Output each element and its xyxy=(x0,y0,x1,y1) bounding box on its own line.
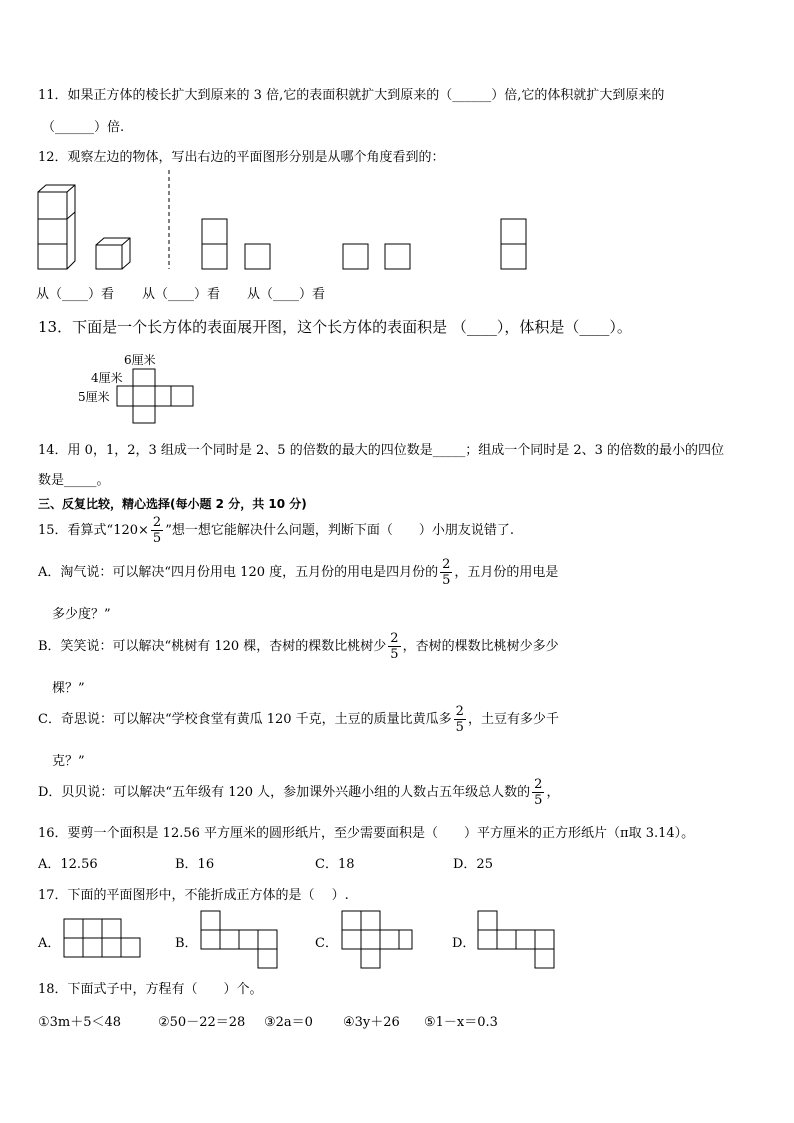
single-cube-figure xyxy=(96,238,130,269)
fraction-numerator: 2 xyxy=(390,631,399,646)
net-d xyxy=(478,911,554,968)
q15-d-fraction xyxy=(532,778,544,807)
net-a xyxy=(64,919,140,957)
q12-figures xyxy=(0,165,794,275)
q13-label-5cm: 5厘米 xyxy=(78,390,110,404)
q15-stem-text-b: ”想一想它能解决什么问题，判断下面（ ）小朋友说错了. xyxy=(165,523,514,538)
view3-shapes xyxy=(501,219,526,269)
fraction-denominator: 5 xyxy=(152,531,162,546)
q15-c-text-a: C．奇思说：可以解决“学校食堂有黄瓜 120 千克，土豆的质量比黄瓜多 xyxy=(38,712,452,727)
q15-a-text-b: ，五月份的用电是 xyxy=(454,565,559,580)
q18-item-3: ③2a＝0 xyxy=(264,1015,313,1030)
fraction-numerator: 2 xyxy=(455,704,464,719)
q17-label-b: B． xyxy=(175,936,198,951)
section3-title: 三、反复比较，精心选择(每小题 2 分，共 10 分) xyxy=(38,497,307,511)
q15-option-a xyxy=(38,558,558,587)
q16-stem: 16．要剪一个面积是 12.56 平方厘米的圆形纸片，至少需要面积是（ ）平方厘米的正方形纸片（π取 3.14）。 xyxy=(38,826,695,841)
q18-stem: 18．下面式子中，方程有（ ）个。 xyxy=(38,982,263,997)
net-c xyxy=(342,911,412,968)
q15-b-line2: 棵？” xyxy=(52,681,85,696)
q16-option-b: B．16 xyxy=(175,857,215,872)
q17-stem: 17．下面的平面图形中，不能折成正方体的是（ ）. xyxy=(38,888,349,903)
q16-option-d: D．25 xyxy=(453,857,493,872)
q15-b-text-b: ，杏树的棵数比桃树少多少 xyxy=(402,639,559,654)
q14-line1: 14．用 0，1，2，3 组成一个同时是 2、5 的倍数的最大的四位数是_____；组成一个同时是 2、3 的倍数的最小的四位 xyxy=(38,443,725,458)
q11-line2: （______）倍. xyxy=(42,120,125,135)
q11-line1: 11．如果正方体的棱长扩大到原来的 3 倍,它的表面积就扩大到原来的（______）倍,它的体积就扩大到原来的 xyxy=(38,88,665,103)
q15-c-fraction xyxy=(454,705,466,734)
q15-c-text-b: ，土豆有多少千 xyxy=(467,712,559,727)
q12-view2-label: 从（____）看 xyxy=(142,287,221,302)
q18-item-4: ④3y＋26 xyxy=(343,1015,400,1030)
q17-label-d: D． xyxy=(452,936,476,951)
q16-option-c: C．18 xyxy=(315,857,355,872)
q15-b-text-a: B．笑笑说：可以解决“桃树有 120 棵，杏树的棵数比桃树少 xyxy=(38,639,387,654)
q18-item-5: ⑤1－x＝0.3 xyxy=(424,1015,498,1030)
q13-label-4cm: 4厘米 xyxy=(91,371,123,385)
q15-d-text-b: ， xyxy=(546,785,560,800)
q14-line2: 数是_____。 xyxy=(38,473,110,488)
view2-shapes xyxy=(343,244,410,269)
q15-option-c xyxy=(38,705,559,734)
q15-fraction xyxy=(151,516,163,545)
q15-a-line2: 多少度？” xyxy=(52,607,111,622)
q15-b-fraction xyxy=(388,632,400,661)
q15-stem xyxy=(38,516,514,545)
fraction-denominator: 5 xyxy=(442,573,451,588)
fraction-denominator: 5 xyxy=(534,793,543,808)
q15-d-text-a: D．贝贝说：可以解决“五年级有 120 人，参加课外兴趣小组的人数占五年级总人数的 xyxy=(38,785,531,800)
fraction-numerator: 2 xyxy=(152,515,162,530)
fraction-denominator: 5 xyxy=(455,720,464,735)
q17-label-c: C． xyxy=(315,936,338,951)
q12-view1-label: 从（____）看 xyxy=(36,287,115,302)
q15-stem-text-a: 15．看算式“120× xyxy=(38,523,149,538)
q15-a-fraction xyxy=(440,558,452,587)
q13-net-figure xyxy=(0,365,794,425)
q15-a-text-a: A．淘气说：可以解决“四月份用电 120 度，五月份的用电是四月份的 xyxy=(38,565,439,580)
q13-stem: 13．下面是一个长方体的表面展开图，这个长方体的表面积是 （____），体积是（____）。 xyxy=(38,318,632,336)
fraction-numerator: 2 xyxy=(442,557,451,572)
view1-shapes xyxy=(202,219,270,269)
q18-item-1: ①3m＋5＜48 xyxy=(38,1015,122,1030)
fraction-denominator: 5 xyxy=(390,647,399,662)
q15-option-d xyxy=(38,778,559,807)
q12-stem: 12．观察左边的物体，写出右边的平面图形分别是从哪个角度看到的： xyxy=(38,150,445,165)
q13-label-6cm: 6厘米 xyxy=(124,353,156,367)
stacked-cubes-figure xyxy=(38,185,75,269)
q18-item-2: ②50－22＝28 xyxy=(158,1015,246,1030)
q17-label-a: A． xyxy=(38,936,61,951)
q15-c-line2: 克？” xyxy=(52,754,85,769)
q17-nets xyxy=(0,908,794,968)
q16-option-a: A．12.56 xyxy=(38,857,98,872)
fraction-numerator: 2 xyxy=(534,777,543,792)
net-b xyxy=(201,911,277,968)
q12-view3-label: 从（____）看 xyxy=(247,287,326,302)
q15-option-b xyxy=(38,632,559,661)
